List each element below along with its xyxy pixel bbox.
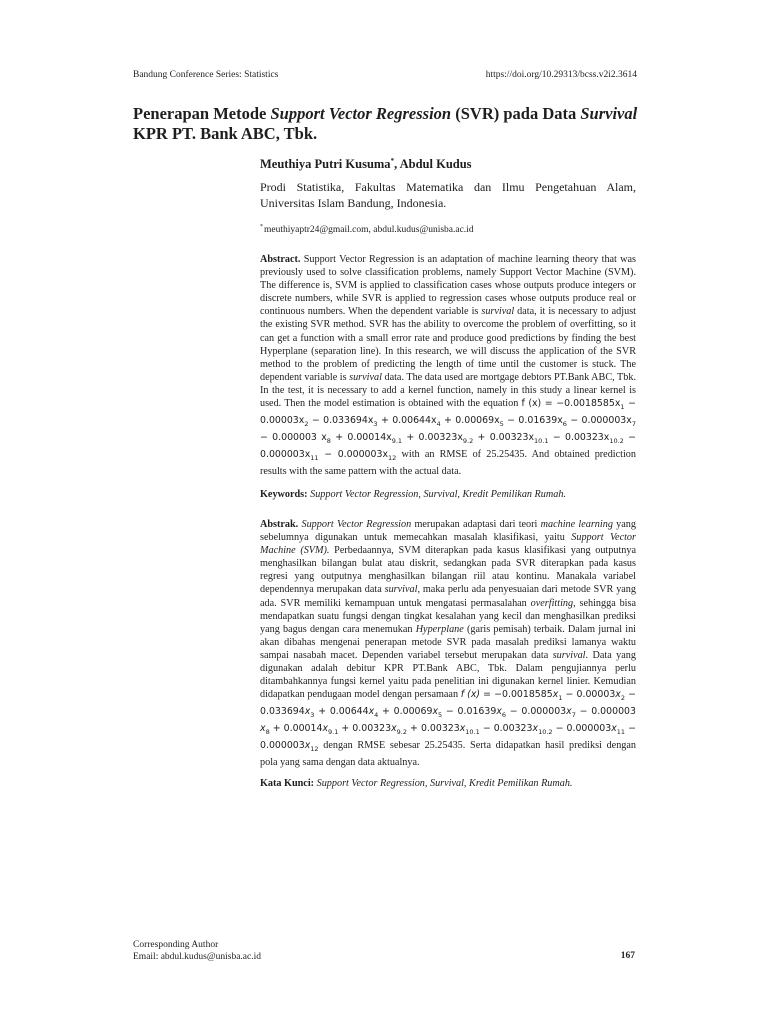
equation-variable: x [432, 706, 439, 718]
equation-subscript: 9.1 [391, 436, 403, 445]
corresponding-mark: * [390, 157, 395, 165]
author-1: Meuthiya Putri Kusuma [260, 157, 391, 172]
equation-variable: x [459, 723, 466, 735]
abstrak-text-8: dengan RMSE sebesar 25.25435. Serta didapatkan hasil prediksi dengan pola yang sama dengan data aktualnya. [260, 740, 636, 769]
abstract-text-1: Support Vector Regression is an adaptation of machine learning theory that was previously used to solve classification problems, namely Support Vector Machine (SVM). The difference is, SVM is applied to classification cases whose outputs produce integers or discrete numbers, while SVR is applied to regression cases whose outputs produce real or continuous numbers. When the dependent variable is [260, 254, 636, 318]
equation-variable: x [386, 431, 392, 443]
equation-term [331, 432, 402, 443]
equation-variable: x [391, 723, 397, 735]
equation-subscript: 9.2 [396, 728, 407, 737]
equation-variable: x [614, 398, 621, 410]
equation-variable: x [304, 706, 311, 718]
equation-coefficient: −0.0018585 [556, 398, 615, 410]
equation-coefficient: + 0.00323 [473, 431, 529, 443]
abstrak-text-3: Perbedaannya, SVM diterapkan pada kasus klasifikasi yang outputnya menghasilkan bilangan bulat atau diskrit, sedangkan pada SVR diterapkan pada kasus regresi yang outputnya menghasilkan bilangan riil atau kontinu. Manakala variabel dependennya merupakan data [260, 545, 636, 596]
equation-subscript: 4 [374, 711, 379, 720]
equation-variable: x [603, 431, 610, 443]
equation-variable: x [566, 706, 572, 718]
equation-term [552, 723, 626, 737]
equation-coefficient: − 0.000003 [260, 723, 636, 752]
equation-variable: x [298, 415, 305, 426]
equation-subscript: 9.2 [462, 436, 474, 445]
equation-subscript: 5 [499, 419, 504, 428]
equation-variable: x [367, 415, 374, 426]
abstrak-text-7: . Data yang digunakan adalah debitur KPR PT.Bank ABC, Tbk. Dalam pengujiannya perlu ditambahkannya fungsi kernel yaitu pada penelitian ini digunakan kernel linier. Kemudian didapatkan pendugaan model dengan persamaan [260, 649, 636, 701]
title-italic1: Support Vector Regression [270, 104, 452, 123]
corresponding-author [133, 939, 261, 963]
equation-subscript: 1 [620, 402, 625, 411]
title-part2: (SVR) pada Data [451, 104, 581, 123]
abstract-text-4: with an RMSE of 25.25435. And obtained prediction results with the same pattern with the actual data. [260, 448, 636, 477]
equation-term [494, 689, 563, 703]
abstrak-italic-1: Support Vector Regression [298, 519, 412, 530]
equation-variable: x [382, 448, 389, 460]
abstrak-italic-5: overfitting [530, 597, 574, 609]
equation-subscript: 2 [304, 419, 309, 428]
equation-lhs: f (x) = [521, 398, 557, 410]
abstract-english [260, 253, 636, 478]
abstract-label: Abstract. [260, 254, 301, 265]
equation-coefficient: + 0.00644 [377, 415, 431, 426]
affiliation: Prodi Statistika, Fakultas Matematika dan Ilmu Pengetahuan Alam, Universitas Islam Bandung, Indonesia. [260, 180, 636, 210]
page-number: 167 [620, 951, 635, 961]
equation-coefficient: − 0.000003 [566, 415, 627, 426]
equation-variable: x [304, 740, 311, 752]
abstract-italic-1: survival [481, 306, 515, 318]
abstrak-text-2: yang sebelumnya digunakan untuk memecahkan masalah klasifikasi, yaitu [260, 519, 636, 544]
keywords-text: Support Vector Regression, Survival, Kredit Pemilikan Rumah. [307, 489, 566, 500]
equation-subscript: 3 [373, 419, 378, 428]
equation-variable: x [260, 723, 266, 735]
equation-subscript: 1 [558, 694, 563, 703]
equation-coefficient: + 0.00069 [378, 706, 433, 718]
equation-term [314, 706, 379, 720]
equation-term [562, 689, 625, 703]
equation-variable: x [626, 415, 632, 426]
keywords-label: Keywords: [260, 489, 308, 500]
equation-coefficient: + 0.00323 [402, 431, 458, 443]
equation-term [506, 706, 576, 720]
equation-subscript: 10.2 [538, 728, 553, 737]
equation-subscript: 10.1 [465, 728, 480, 737]
equation-term [308, 415, 377, 426]
equation-subscript: 10.2 [609, 436, 624, 445]
email-mark: * [260, 224, 263, 230]
equation-subscript: 6 [562, 419, 567, 428]
author-separator: , [394, 157, 400, 172]
equation-variable: x [496, 706, 502, 718]
equation-variable: x [552, 689, 559, 701]
equation-variable: x [322, 723, 328, 735]
author-2: Abdul Kudus [399, 157, 472, 172]
equation-subscript: 3 [310, 711, 315, 720]
title-part1: Penerapan Metode [133, 104, 271, 123]
equation-coefficient: − 0.00323 [548, 431, 604, 443]
paper-title [133, 104, 653, 144]
equation-coefficient: − 0.000003 [260, 431, 636, 460]
equation-term [319, 449, 397, 460]
equation-term [473, 432, 548, 443]
equation-variable: x [528, 431, 535, 443]
equation-variable: x [368, 706, 375, 718]
equation-subscript: 5 [438, 711, 443, 720]
equation-term [504, 415, 567, 426]
equation-variable: x [304, 448, 311, 460]
equation-variable: x [321, 431, 327, 443]
abstrak-italic-3: Support Vector Machine (SVM). [260, 532, 636, 557]
title-italic2: Survival [580, 104, 638, 123]
equation-coefficient: + 0.00323 [406, 723, 460, 735]
equation-term [479, 723, 553, 737]
email-text[interactable]: meuthiyaptr24@gmail.com, abdul.kudus@unisba.ac.id [264, 225, 474, 236]
equation-subscript: 8 [265, 728, 270, 737]
corresponding-label: Corresponding Author [133, 940, 219, 950]
equation-subscript: 10.1 [534, 436, 549, 445]
abstrak-italic-2: machine learning [540, 519, 613, 530]
equation-term [402, 432, 473, 443]
equation-term [442, 706, 507, 720]
equation-coefficient: + 0.00069 [440, 415, 495, 426]
equation-variable: x [611, 723, 617, 735]
equation-subscript: 11 [616, 728, 626, 737]
equation-variable: x [557, 415, 563, 426]
equation-variable: x [457, 431, 463, 443]
equation-subscript: 7 [571, 711, 576, 720]
abstrak-italic-4: survival [384, 584, 418, 596]
equation-coefficient: + 0.00014 [330, 431, 387, 443]
abstract-italic-2: survival [349, 371, 382, 383]
keywords-english [260, 489, 636, 500]
equation-subscript: 7 [631, 419, 636, 428]
equation-term [441, 415, 504, 426]
equation-term [378, 415, 441, 426]
title-part3: KPR PT. Bank ABC, Tbk. [133, 124, 318, 143]
equation-term [406, 723, 480, 737]
equation-variable: x [532, 723, 539, 735]
equation-coefficient: − 0.000003 [260, 431, 322, 443]
equation-variable: x [494, 415, 500, 426]
abstrak-text-4: , maka perlu ada penyesuaian dari metode SVR yang ada. SVR memiliki kemampuan untuk mengatasi permasalahan [260, 584, 636, 609]
equation-subscript: 6 [501, 711, 507, 720]
keywords-indonesian [260, 778, 636, 789]
equation-term [338, 723, 407, 737]
corresponding-email[interactable]: Email: abdul.kudus@unisba.ac.id [133, 952, 262, 962]
author-list [260, 157, 472, 172]
equation-term [269, 723, 339, 737]
abstrak-text-1: merupakan adaptasi dari teori [411, 519, 541, 530]
equation-term [567, 415, 636, 426]
equation-coefficient: − 0.01639 [442, 706, 497, 718]
equation-subscript: 12 [388, 453, 397, 462]
equation-subscript: 11 [310, 453, 319, 462]
equation-subscript: 12 [310, 745, 319, 753]
journal-series: Bandung Conference Series: Statistics [133, 70, 279, 80]
equation-coefficient: + 0.00323 [338, 723, 392, 735]
equation-subscript: 9.1 [328, 728, 339, 737]
equation-term [378, 706, 443, 720]
equation-coefficient: − 0.00323 [479, 723, 533, 735]
equation-term [556, 398, 624, 409]
equation-coefficient: + 0.00014 [269, 723, 323, 735]
equation-coefficient: − 0.000003 [552, 723, 612, 735]
equation-coefficient: − 0.033694 [308, 415, 368, 426]
doi-link[interactable]: https://doi.org/10.29313/bcss.v2i2.3614 [485, 70, 637, 80]
equation-coefficient: − 0.000003 [506, 706, 567, 718]
equation-id-lhs: f (x) = [460, 689, 495, 701]
equation-coefficient: − 0.000003 [575, 706, 636, 718]
abstrak-italic-7: survival [552, 649, 586, 661]
equation-subscript: 8 [326, 436, 331, 445]
equation-variable: x [430, 415, 437, 426]
equation-variable: x [615, 689, 621, 701]
equation-subscript: 4 [436, 419, 441, 428]
abstract-text-2: data, it is necessary to adjust the existing SVR method. SVR has the ability to overcome the problem of overfitting, so it can get a function with a small error rate and produce good predictions by finding the best Hyperplane (separation line). In this research, we will discuss the application of the SVR method to the problem of predicting the length of time until the customer is stuck. The dependent variable is [260, 306, 636, 383]
abstract-indonesian [260, 518, 636, 769]
kata-kunci-label: Kata Kunci: [260, 778, 315, 789]
abstrak-text-6: (garis pemisah) terbaik. Dalam jurnal ini akan dibahas mengenai penerapan metode SVR pada masalah prediksi lamanya waktu sampai nasabah macet. Dependen variabel tersebut merupakan data [260, 623, 636, 661]
abstract-text-3: data. The data used are mortgage debtors PT.Bank ABC, Tbk. In the test, it is necessary to add a kernel function, namely in this study a linear kernel is used. Then the model estimation is obtained with the equation [260, 371, 637, 410]
equation-coefficient: − 0.00003 [562, 689, 616, 701]
abstrak-text-5: , sehingga bisa mendapatkan suatu fungsi dengan tingkat kesalahan yang kecil dan menghasilkan prediksi yang bagus dengan cara menemukan [260, 597, 636, 635]
equation-term [260, 432, 331, 443]
equation-coefficient: −0.0018585 [494, 689, 553, 701]
equation-subscript: 2 [620, 694, 625, 703]
equation-coefficient: − 0.00003 [260, 398, 636, 426]
equation-coefficient: − 0.01639 [503, 415, 558, 426]
author-emails [260, 224, 474, 235]
kata-kunci-text: Support Vector Regression, Survival, Kredit Pemilikan Rumah. [314, 778, 573, 789]
equation-coefficient: − 0.033694 [260, 689, 636, 718]
abstrak-italic-6: Hyperplane [415, 623, 464, 635]
abstrak-label: Abstrak. [260, 519, 299, 530]
equation-coefficient: + 0.00644 [314, 706, 369, 718]
equation-coefficient: − 0.000003 [318, 448, 383, 460]
equation-term [549, 432, 624, 443]
